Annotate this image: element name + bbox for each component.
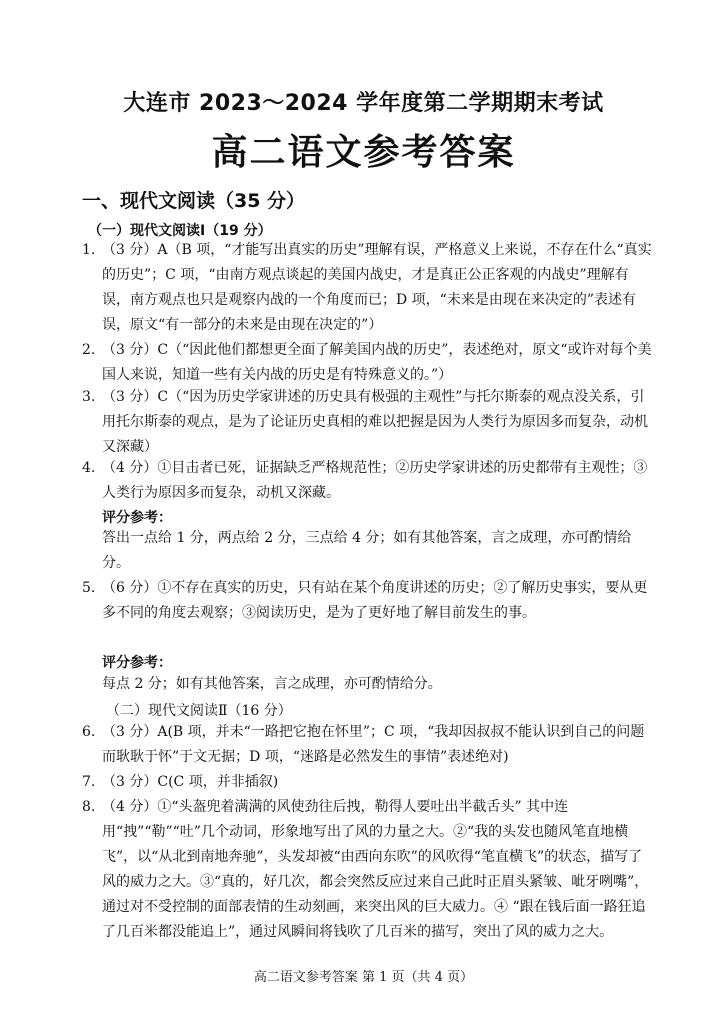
answer-text: （3 分）C(C 项，并非插叙) [102,774,279,790]
scoring-label: 评分参考： [102,655,172,671]
answer-item-7 [82,770,652,795]
part1-heading: （一）现代文阅读Ⅰ（19 分） [88,223,272,239]
answer-number: 2. [82,342,96,358]
answer-item-1 [82,238,652,338]
answer-number: 7. [82,774,96,790]
exam-title: 大连市 2023～2024 学年度第二学期期末考试 [123,91,604,116]
answer-number: 3. [82,389,96,405]
answer-text: （3 分）A(B 项，并未“一路把它抱在怀里”；C 项，“我却因叔叔不能认识到自己的问题而耿耿于怀”于文无据；D 项，“迷路是必然发生的事情”表述绝对) [102,724,645,765]
scoring-note-q5: 每点 2 分；如有其他答案，言之成理，亦可酌情给分。 [102,676,442,692]
answer-number: 1. [82,242,96,258]
answer-text: （3 分）C（“因为历史学家讲述的历史具有极强的主观性”与托尔斯泰的观点没关系，引用托尔斯泰的观点，是为了论证历史真相的难以把握是因为人类行为原因多而复杂，动机又深藏） [102,389,648,455]
section-heading: 一、现代文阅读（35 分） [82,190,306,212]
scoring-label: 评分参考： [102,510,172,526]
part2-heading: （二）现代文阅读Ⅱ（16 分） [106,703,292,719]
answer-number: 4. [82,460,96,476]
page-footer: 高二语文参考答案 第 1 页（共 4 页） [253,970,474,985]
answer-number: 6. [82,724,96,740]
answer-item-2 [82,338,652,388]
answer-item-4 [82,456,652,506]
answer-text: （4 分）①“头盔兜着满满的风使劲往后拽，勒得人要吐出半截舌头” 其中连用“拽”“勒”“吐”几个动词，形象地写出了风的力量之大。②“我的头发也随风笔直地横飞”，以“从北到南地奔驰”，头发却被“由西向东吹”的风吹得“笔直横飞”的状态，描写了风的威力之大。③“真的，好几次，都会突然反应过来自己此时正眉头紧皱、呲牙咧嘴”，通过对不受控制的面部表情的生动刻画，来突出风的巨大威力。④ “跟在钱后面一路狂追了几百米都没能追上”，通过风瞬间将钱吹了几百米的描写，突出了风的威力之大。 [102,799,649,940]
document-title: 高二语文参考答案 [211,131,516,173]
answer-item-3 [82,385,652,460]
answer-number: 5. [82,580,96,596]
answer-number: 8. [82,799,96,815]
answer-text: （3 分）A（B 项，“才能写出真实的历史”理解有误，严格意义上来说，不存在什么“真实的历史”；C 项，“由南方观点谈起的美国内战史，才是真正公正客观的内战史”理解有误，南方观点也只是观察内战的一个角度而已；D 项，“未来是由现在来决定的”表述有误，原文“有一部分的未来是由现在决定的”） [102,242,652,333]
answer-item-6 [82,720,652,770]
scoring-note-q4: 答出一点给 1 分，两点给 2 分，三点给 4 分；如有其他答案，言之成理，亦可酌情给分。 [102,530,632,571]
answer-item-5 [82,576,652,626]
answer-text: （3 分）C（“因此他们都想更全面了解美国内战的历史”，表述绝对，原文“或许对每个美国人来说，知道一些有关内战的历史是有特殊意义的。”） [102,342,652,383]
answer-text: （4 分）①目击者已死，证据缺乏严格规范性；②历史学家讲述的历史都带有主观性；③人类行为原因多而复杂，动机又深藏。 [102,460,648,501]
answer-text: （6 分）①不存在真实的历史，只有站在某个角度讲述的历史；②了解历史事实，要从更多不同的角度去观察；③阅读历史，是为了更好地了解目前发生的事。 [102,580,648,621]
answer-item-8 [82,795,652,945]
